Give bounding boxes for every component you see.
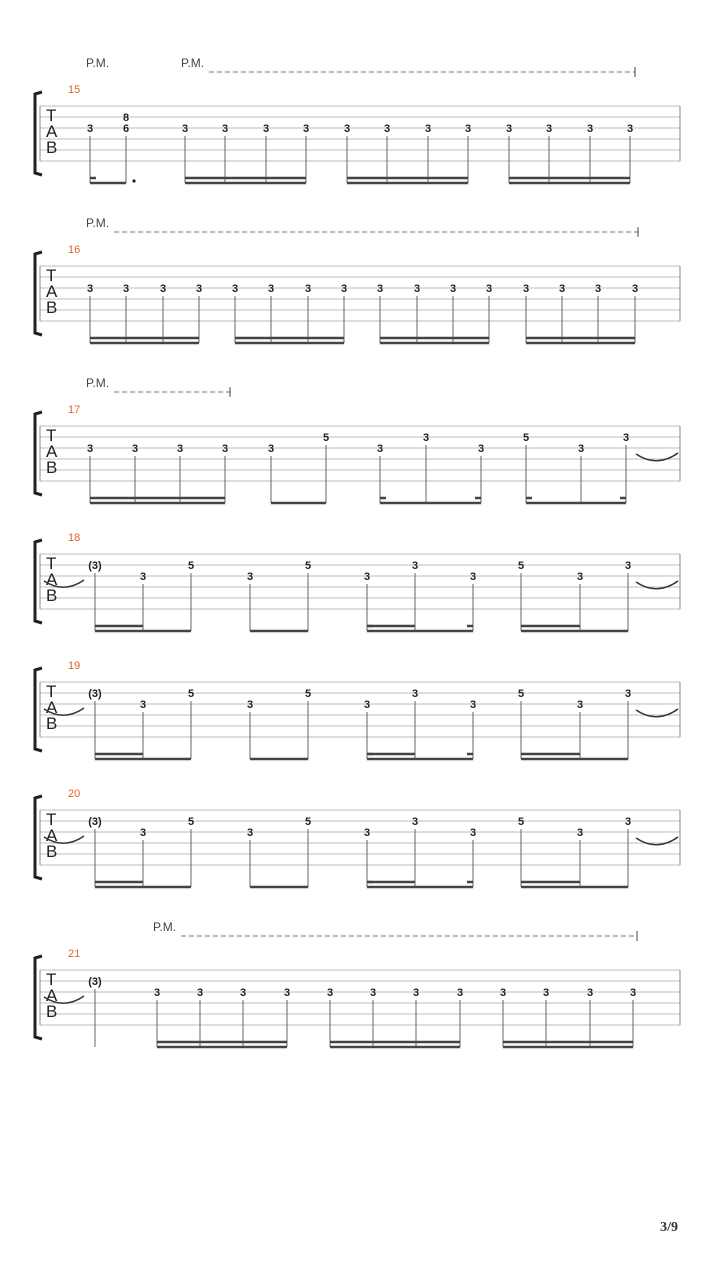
tab-system [35,660,680,759]
tie-arc [636,837,678,845]
fret-number: 3 [246,827,254,839]
fret-number: 3 [522,283,530,295]
system-bracket [35,796,42,879]
fret-number: 3 [153,987,161,999]
fret-number: 3 [304,283,312,295]
fret-number: 5 [304,560,312,572]
tab-system [35,532,680,631]
tab-clef-letter: A [46,282,58,301]
fret-number: 3 [576,827,584,839]
tab-clef-letter: T [46,106,57,125]
measure-number: 16 [68,244,81,256]
fret-number: 3 [631,283,639,295]
fret-number: 3 [181,123,189,135]
fret-number: 8 [122,112,130,124]
tab-system [35,920,680,1047]
fret-number: 3 [624,816,632,828]
fret-number: 3 [586,123,594,135]
fret-number: (3) [88,816,102,828]
fret-number: 3 [139,699,147,711]
fret-number: 3 [221,443,229,455]
fret-number: 3 [499,987,507,999]
tab-clef-letter: A [46,570,58,589]
fret-number: 5 [522,432,530,444]
page-number: 3/9 [660,1220,678,1235]
fret-number: 3 [283,987,291,999]
fret-number: 3 [413,283,421,295]
system-bracket [35,412,42,495]
tab-clef-letter: B [46,138,58,157]
fret-number: 3 [363,571,371,583]
fret-number: 3 [411,816,419,828]
fret-number: 3 [545,123,553,135]
palm-mute-label: P.M. [86,56,110,70]
tab-clef-letter: T [46,810,57,829]
measure-number: 15 [68,84,81,96]
tie-arc [636,453,678,461]
fret-number: 5 [517,816,525,828]
fret-number: 3 [376,443,384,455]
system-bracket [35,252,42,335]
fret-number: 3 [239,987,247,999]
tab-clef-letter: B [46,586,58,605]
system-bracket [35,668,42,751]
tab-system [35,788,680,887]
fret-number: 3 [340,283,348,295]
fret-number: 3 [424,123,432,135]
fret-number: 3 [139,827,147,839]
fret-number: 3 [469,699,477,711]
tab-clef-letter: T [46,426,57,445]
fret-number: (3) [88,688,102,700]
fret-number: 3 [577,443,585,455]
fret-number: 3 [624,688,632,700]
fret-number: 3 [576,699,584,711]
fret-number: 3 [586,987,594,999]
fret-number: 3 [594,283,602,295]
fret-number: (3) [88,560,102,572]
tab-system [35,56,680,183]
fret-number: 3 [176,443,184,455]
measure-number: 17 [68,404,81,416]
fret-number: 3 [576,571,584,583]
tab-system [35,216,680,343]
fret-number: 3 [196,987,204,999]
tab-clef-letter: B [46,458,58,477]
fret-number: 3 [626,123,634,135]
palm-mute-label: P.M. [86,376,110,390]
fret-number: 3 [302,123,310,135]
measure-number: 20 [68,788,81,800]
fret-number: 5 [517,688,525,700]
fret-number: 3 [422,432,430,444]
tie-arc [636,709,678,717]
fret-number: 3 [159,283,167,295]
fret-number: 5 [304,816,312,828]
fret-number: 3 [195,283,203,295]
palm-mute-label: P.M. [181,56,205,70]
tab-clef-letter: A [46,122,58,141]
tab-clef-letter: T [46,682,57,701]
fret-number: 3 [412,987,420,999]
tab-clef-letter: A [46,826,58,845]
palm-mute-label: P.M. [86,216,110,230]
system-bracket [35,956,42,1039]
fret-number: 3 [383,123,391,135]
tab-clef-letter: A [46,698,58,717]
fret-number: 3 [505,123,513,135]
tab-clef-letter: B [46,714,58,733]
fret-number: 3 [246,699,254,711]
fret-number: 3 [262,123,270,135]
fret-number: 3 [326,987,334,999]
fret-number: 3 [86,283,94,295]
fret-number: 3 [231,283,239,295]
fret-number: 3 [411,688,419,700]
tab-clef-letter: T [46,970,57,989]
fret-number: 3 [622,432,630,444]
fret-number: 3 [376,283,384,295]
fret-number: 3 [469,571,477,583]
fret-number: 3 [86,443,94,455]
fret-number: 3 [558,283,566,295]
fret-number: 3 [456,987,464,999]
tie-arc [636,581,678,589]
fret-number: 3 [485,283,493,295]
tab-clef-letter: A [46,986,58,1005]
fret-number: 3 [343,123,351,135]
system-bracket [35,92,42,175]
tab-clef-letter: B [46,298,58,317]
fret-number: 3 [86,123,94,135]
fret-number: 3 [629,987,637,999]
fret-number: 6 [122,123,130,135]
fret-number: 5 [187,816,195,828]
fret-number: 3 [122,283,130,295]
measure-number: 18 [68,532,81,544]
fret-number: 5 [304,688,312,700]
tab-clef-letter: B [46,842,58,861]
palm-mute-label: P.M. [153,920,177,934]
fret-number: 3 [363,827,371,839]
fret-number: 3 [221,123,229,135]
fret-number: 3 [411,560,419,572]
fret-number: 5 [187,688,195,700]
tab-clef-letter: T [46,266,57,285]
fret-number: 5 [322,432,330,444]
fret-number: 3 [267,443,275,455]
measure-number: 21 [68,948,81,960]
fret-number: 5 [517,560,525,572]
tab-clef-letter: T [46,554,57,573]
system-bracket [35,540,42,623]
tab-clef-letter: B [46,1002,58,1021]
fret-number: (3) [88,976,102,988]
fret-number: 3 [469,827,477,839]
fret-number: 5 [187,560,195,572]
fret-number: 3 [542,987,550,999]
fret-number: 3 [363,699,371,711]
tab-clef-letter: A [46,442,58,461]
fret-number: 3 [369,987,377,999]
rhythm-dot [132,179,135,182]
tab-system [35,376,680,503]
fret-number: 3 [449,283,457,295]
fret-number: 3 [246,571,254,583]
measure-number: 19 [68,660,81,672]
fret-number: 3 [624,560,632,572]
fret-number: 3 [477,443,485,455]
fret-number: 3 [464,123,472,135]
fret-number: 3 [267,283,275,295]
fret-number: 3 [131,443,139,455]
fret-number: 3 [139,571,147,583]
